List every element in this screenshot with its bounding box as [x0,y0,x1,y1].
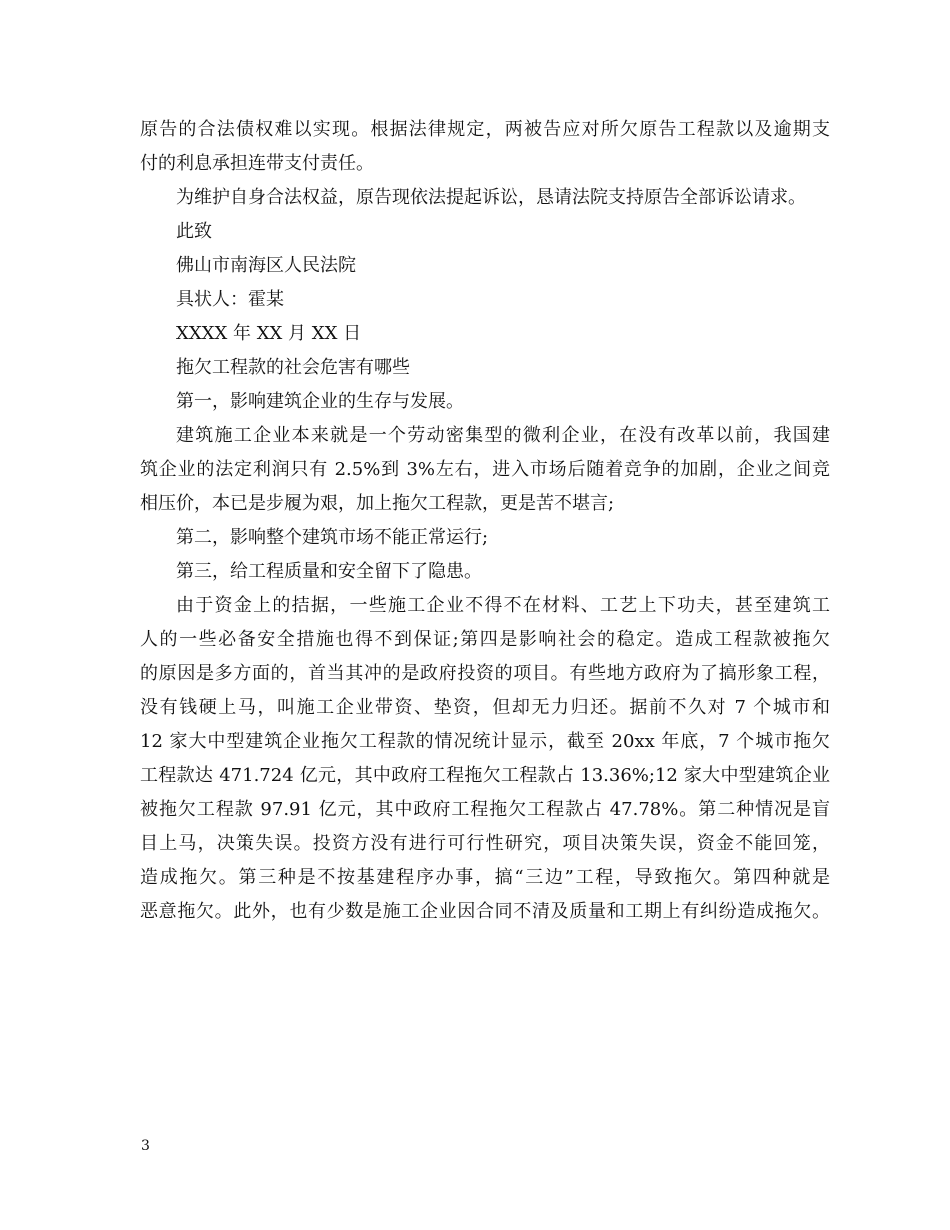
text-line: 此致 [176,221,212,242]
text-line: 筑企业的法定利润只有 2.5%到 3%左右，进入市场后随着竞争的加剧，企业之间竞 [140,459,830,480]
page-number: 3 [141,1138,150,1154]
text-line: 佛山市南海区人民法院 [176,255,356,276]
text-line: 造成拖欠。第三种是不按基建程序办事，搞“三边”工程，导致拖欠。第四种就是 [140,867,830,888]
text-line: 被拖欠工程款 97.91 亿元，其中政府工程拖欠工程款占 47.78%。第二种情况是盲 [140,799,830,820]
text-line: 由于资金上的拮据，一些施工企业不得不在材料、工艺上下功夫，甚至建筑工 [176,595,830,616]
text-line: 第一，影响建筑企业的生存与发展。 [176,391,464,412]
text-line: 原告的合法债权难以实现。根据法律规定，两被告应对所欠原告工程款以及逾期支 [140,119,830,140]
text-line: 恶意拖欠。此外，也有少数是施工企业因合同不清及质量和工期上有纠纷造成拖欠。 [140,901,830,922]
text-line: 的原因是多方面的，首当其冲的是政府投资的项目。有些地方政府为了搞形象工程， [140,663,830,684]
section-heading: 拖欠工程款的社会危害有哪些 [176,357,410,378]
text-line: 相压价，本已是步履为艰，加上拖欠工程款，更是苦不堪言; [140,493,615,514]
text-line: 第三，给工程质量和安全留下了隐患。 [176,561,482,582]
text-line: 工程款达 471.724 亿元，其中政府工程拖欠工程款占 13.36%;12 家大中型建筑企业 [140,765,830,786]
text-line: 建筑施工企业本来就是一个劳动密集型的微利企业，在没有改革以前，我国建 [176,425,830,446]
document-body [140,113,830,929]
text-line: 人的一些必备安全措施也得不到保证;第四是影响社会的稳定。造成工程款被拖欠 [140,629,830,650]
text-line: 目上马，决策失误。投资方没有进行可行性研究，项目决策失误，资金不能回笼， [140,833,830,854]
text-line: 具状人：霍某 [176,289,284,310]
text-line: XXXX 年 XX 月 XX 日 [176,323,362,344]
text-line: 为维护自身合法权益，原告现依法提起诉讼，恳请法院支持原告全部诉讼请求。 [176,187,806,208]
text-line: 第二，影响整个建筑市场不能正常运行; [176,527,489,548]
text-line: 没有钱硬上马，叫施工企业带资、垫资，但却无力归还。据前不久对 7 个城市和 [140,697,830,718]
text-line: 12 家大中型建筑企业拖欠工程款的情况统计显示，截至 20xx 年底，7 个城市拖欠 [140,731,830,752]
text-line: 付的利息承担连带支付责任。 [140,153,374,174]
